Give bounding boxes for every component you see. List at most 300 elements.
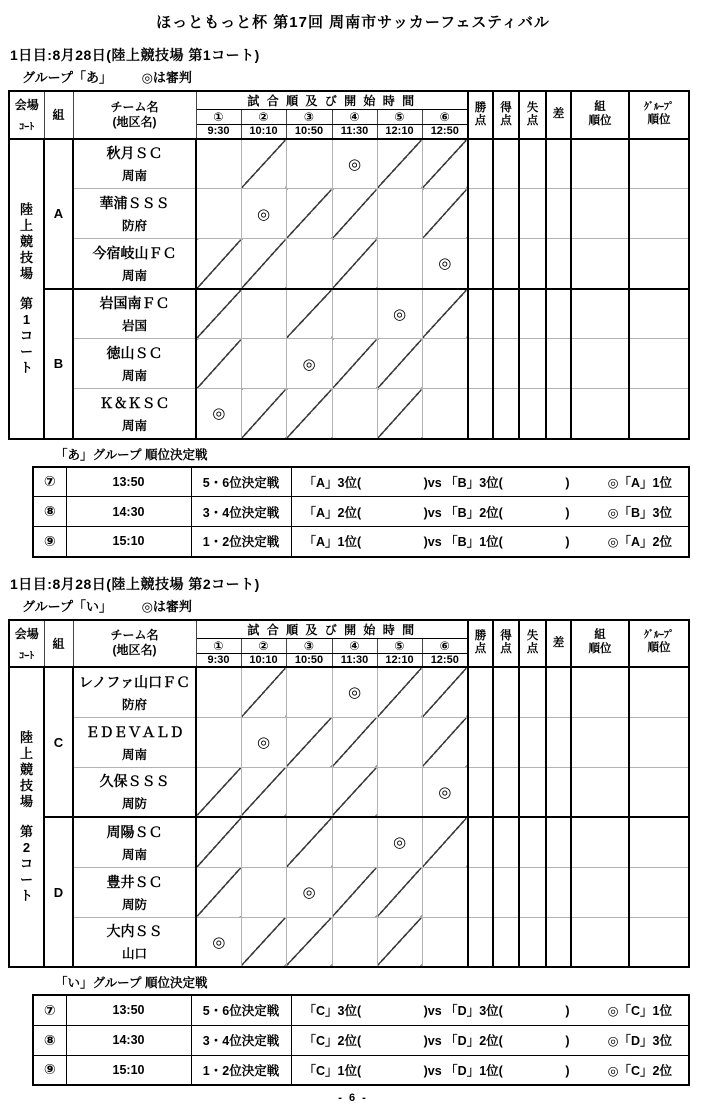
match-cell bbox=[241, 289, 286, 339]
schedule-table-wrap bbox=[8, 90, 698, 440]
stat-cell bbox=[519, 917, 546, 967]
stat-cell bbox=[546, 867, 571, 917]
section-heading: 1日目:8月28日(陸上競技場 第2コート) bbox=[10, 575, 260, 592]
stat-cell bbox=[493, 667, 519, 717]
stat-cell bbox=[519, 139, 546, 189]
match-time-header: 12:50 bbox=[422, 125, 468, 139]
team-cell bbox=[73, 139, 196, 189]
match-cell-referee: ◎ bbox=[196, 389, 241, 439]
match-cell-diagonal bbox=[422, 667, 468, 717]
team-name: 大内ＳＳ bbox=[106, 923, 163, 940]
playoff-referee: ◎「A」1位 bbox=[607, 475, 672, 490]
team-district: 周南 bbox=[121, 847, 147, 862]
stat-cell bbox=[571, 867, 629, 917]
stat-cell bbox=[519, 389, 546, 439]
stat-cell bbox=[468, 867, 493, 917]
match-cell-referee: ◎ bbox=[422, 239, 468, 289]
stat-cell bbox=[493, 239, 519, 289]
playoff-vs-cell bbox=[291, 527, 689, 557]
team-row bbox=[9, 667, 689, 717]
stat-cell bbox=[468, 139, 493, 189]
stat-cell bbox=[468, 189, 493, 239]
stat-cell bbox=[571, 767, 629, 817]
kumi-header: 組 bbox=[44, 91, 73, 139]
stat-cell bbox=[571, 389, 629, 439]
team-name-header bbox=[73, 91, 196, 139]
court-header-label: ｺｰﾄ bbox=[19, 122, 35, 134]
stat-cell bbox=[519, 339, 546, 389]
playoff-row bbox=[33, 995, 689, 1025]
match-cell-diagonal bbox=[377, 867, 422, 917]
team-name: レノファ山口ＦＣ bbox=[78, 673, 191, 690]
match-cell bbox=[377, 717, 422, 767]
venue-vertical-text: 陸 上 競 技 場 第 1 コ ー ト bbox=[19, 201, 33, 375]
match-cell-diagonal bbox=[422, 817, 468, 867]
playoff-matchup: 「A」1位( )vs 「B」1位( ) bbox=[303, 535, 570, 550]
stat-cell bbox=[493, 139, 519, 189]
match-cell-diagonal bbox=[196, 289, 241, 339]
team-row bbox=[9, 139, 689, 189]
match-cell bbox=[377, 239, 422, 289]
team-cell bbox=[73, 767, 196, 817]
match-cell-diagonal bbox=[422, 717, 468, 767]
stat-cell bbox=[519, 717, 546, 767]
playoff-row bbox=[33, 527, 689, 557]
match-cell bbox=[422, 917, 468, 967]
section-heading: 1日目:8月28日(陸上競技場 第1コート) bbox=[10, 47, 260, 63]
match-cell-diagonal bbox=[241, 667, 286, 717]
team-cell bbox=[73, 289, 196, 339]
stat-cell bbox=[571, 667, 629, 717]
venue-court-header bbox=[9, 91, 44, 139]
match-cell-referee: ◎ bbox=[196, 917, 241, 967]
stat-header: 勝 点 bbox=[468, 620, 493, 668]
stat-cell bbox=[629, 667, 689, 717]
match-cell bbox=[422, 867, 468, 917]
stat-cell bbox=[546, 717, 571, 767]
playoff-time: 15:10 bbox=[66, 527, 191, 557]
playoff-vs-cell bbox=[291, 497, 689, 527]
match-number-header: ⑥ bbox=[422, 110, 468, 125]
match-cell-diagonal bbox=[377, 667, 422, 717]
stat-cell bbox=[468, 339, 493, 389]
team-row bbox=[9, 817, 689, 867]
stat-cell bbox=[519, 189, 546, 239]
match-time-header: 12:50 bbox=[422, 653, 468, 667]
match-time-header: 12:10 bbox=[377, 653, 422, 667]
match-cell-diagonal bbox=[286, 389, 332, 439]
playoff-time: 13:50 bbox=[66, 995, 191, 1025]
match-cell bbox=[286, 667, 332, 717]
match-cell-referee: ◎ bbox=[241, 189, 286, 239]
team-district: 周南 bbox=[121, 747, 147, 762]
stat-header: 失 点 bbox=[519, 91, 546, 139]
match-number-header: ⑤ bbox=[377, 638, 422, 653]
match-cell bbox=[422, 389, 468, 439]
group-label: グループ「い」 bbox=[22, 598, 112, 614]
match-cell bbox=[422, 339, 468, 389]
stat-cell bbox=[493, 817, 519, 867]
match-cell bbox=[196, 139, 241, 189]
team-district: 周防 bbox=[121, 797, 147, 812]
match-number-header: ③ bbox=[286, 638, 332, 653]
stat-cell bbox=[629, 389, 689, 439]
team-name: Ｋ＆ＫＳＣ bbox=[99, 394, 170, 411]
match-cell-referee: ◎ bbox=[422, 767, 468, 817]
match-time-header: 10:50 bbox=[286, 653, 332, 667]
stat-cell bbox=[571, 189, 629, 239]
playoff-referee: ◎「D」3位 bbox=[607, 1034, 672, 1048]
match-cell bbox=[196, 189, 241, 239]
stat-cell bbox=[546, 817, 571, 867]
team-district: 山口 bbox=[121, 947, 147, 962]
match-cell-referee: ◎ bbox=[286, 339, 332, 389]
stat-cell bbox=[629, 339, 689, 389]
team-cell bbox=[73, 817, 196, 867]
referee-legend: ◎は審判 bbox=[141, 598, 192, 614]
stat-cell bbox=[629, 139, 689, 189]
playoff-match-number: ⑧ bbox=[33, 1025, 66, 1055]
group-letter-cell: B bbox=[44, 289, 73, 439]
team-row bbox=[9, 767, 689, 817]
stat-header: 得 点 bbox=[493, 620, 519, 668]
team-header-line1: チーム名 bbox=[110, 99, 159, 114]
match-cell bbox=[286, 139, 332, 189]
playoff-referee: ◎「C」1位 bbox=[607, 1004, 672, 1019]
team-district: 周南 bbox=[121, 268, 147, 283]
stat-header: 勝 点 bbox=[468, 91, 493, 139]
match-cell-referee: ◎ bbox=[377, 817, 422, 867]
team-district: 周南 bbox=[121, 369, 147, 383]
match-cell-diagonal bbox=[241, 767, 286, 817]
match-cell bbox=[241, 867, 286, 917]
venue-vertical-text: 陸 上 競 技 場 第 2 コ ー ト bbox=[19, 730, 33, 903]
group-rank-header: ｸﾞﾙｰﾌﾟ 順位 bbox=[629, 91, 689, 139]
playoff-time: 13:50 bbox=[66, 467, 191, 497]
match-cell-referee: ◎ bbox=[241, 717, 286, 767]
match-time-header: 9:30 bbox=[196, 125, 241, 139]
match-cell bbox=[332, 917, 377, 967]
match-number-header: ④ bbox=[332, 638, 377, 653]
playoff-referee: ◎「A」2位 bbox=[607, 535, 672, 550]
match-cell-diagonal bbox=[196, 817, 241, 867]
match-time-header: 10:10 bbox=[241, 653, 286, 667]
match-cell-diagonal bbox=[196, 239, 241, 289]
stat-cell bbox=[519, 239, 546, 289]
stat-cell bbox=[571, 339, 629, 389]
team-row bbox=[9, 339, 689, 389]
match-number-header: ① bbox=[196, 110, 241, 125]
playoff-round: 3・4位決定戦 bbox=[191, 1025, 291, 1055]
playoff-vs-cell bbox=[291, 467, 689, 497]
group-label: グループ「あ」 bbox=[22, 70, 112, 85]
match-time-header: 11:30 bbox=[332, 125, 377, 139]
match-cell-diagonal bbox=[241, 139, 286, 189]
team-header-line2: (地区名) bbox=[112, 114, 157, 129]
team-cell bbox=[73, 339, 196, 389]
team-cell bbox=[73, 189, 196, 239]
match-number-header: ⑤ bbox=[377, 110, 422, 125]
team-cell bbox=[73, 917, 196, 967]
match-cell-diagonal bbox=[286, 817, 332, 867]
stat-cell bbox=[546, 289, 571, 339]
match-cell-diagonal bbox=[286, 189, 332, 239]
stat-cell bbox=[571, 717, 629, 767]
stat-cell bbox=[546, 189, 571, 239]
playoff-title: 「あ」グループ 順位決定戦 bbox=[55, 447, 208, 462]
team-name: ＥＤＥＶＡＬＤ bbox=[85, 723, 184, 740]
group-subheading bbox=[22, 67, 698, 86]
match-cell-diagonal bbox=[332, 239, 377, 289]
stat-cell bbox=[493, 389, 519, 439]
match-cell-referee: ◎ bbox=[332, 667, 377, 717]
playoff-matchup: 「C」2位( )vs 「D」2位( ) bbox=[303, 1034, 570, 1048]
match-cell bbox=[196, 667, 241, 717]
team-row bbox=[9, 239, 689, 289]
group-rank-header: ｸﾞﾙｰﾌﾟ 順位 bbox=[629, 620, 689, 668]
stat-cell bbox=[546, 667, 571, 717]
stat-cell bbox=[546, 239, 571, 289]
playoff-referee: ◎「C」2位 bbox=[607, 1063, 672, 1078]
stat-cell bbox=[571, 239, 629, 289]
team-cell bbox=[73, 239, 196, 289]
stat-cell bbox=[468, 389, 493, 439]
stat-cell bbox=[629, 239, 689, 289]
match-number-header: ② bbox=[241, 110, 286, 125]
stat-cell bbox=[468, 767, 493, 817]
playoff-round: 5・6位決定戦 bbox=[191, 467, 291, 497]
stat-cell bbox=[519, 767, 546, 817]
match-cell-diagonal bbox=[377, 139, 422, 189]
schedule-header: 試 合 順 及 び 開 始 時 間 bbox=[196, 91, 468, 110]
team-district: 周南 bbox=[121, 418, 147, 433]
stat-cell bbox=[546, 139, 571, 189]
match-cell-diagonal bbox=[422, 289, 468, 339]
stat-cell bbox=[519, 667, 546, 717]
match-cell-diagonal bbox=[286, 289, 332, 339]
stat-cell bbox=[468, 239, 493, 289]
stat-cell bbox=[629, 817, 689, 867]
stat-cell bbox=[468, 917, 493, 967]
playoff-table-wrap bbox=[8, 994, 698, 1086]
stat-cell bbox=[629, 289, 689, 339]
stat-cell bbox=[493, 189, 519, 239]
match-cell-diagonal bbox=[332, 767, 377, 817]
match-cell-diagonal bbox=[196, 767, 241, 817]
stat-header: 差 bbox=[546, 620, 571, 668]
match-cell-referee: ◎ bbox=[286, 867, 332, 917]
match-cell-diagonal bbox=[286, 917, 332, 967]
stat-cell bbox=[546, 339, 571, 389]
stat-cell bbox=[629, 867, 689, 917]
page-title: ほっともっと杯 第17回 周南市サッカーフェスティバル bbox=[156, 14, 550, 31]
playoff-match-number: ⑦ bbox=[33, 995, 66, 1025]
stat-cell bbox=[493, 717, 519, 767]
match-cell-referee: ◎ bbox=[332, 139, 377, 189]
playoff-vs-cell bbox=[291, 1055, 689, 1085]
playoff-match-number: ⑧ bbox=[33, 497, 66, 527]
group-letter-cell: A bbox=[44, 139, 73, 289]
team-row bbox=[9, 389, 689, 439]
stat-header: 得 点 bbox=[493, 91, 519, 139]
match-time-header: 12:10 bbox=[377, 125, 422, 139]
stat-cell bbox=[571, 817, 629, 867]
team-district: 岩国 bbox=[121, 319, 147, 334]
playoff-round: 1・2位決定戦 bbox=[191, 527, 291, 557]
team-name: 今宿岐山ＦＣ bbox=[92, 244, 177, 261]
team-district: 防府 bbox=[121, 219, 147, 233]
venue-cell bbox=[9, 139, 44, 439]
team-cell bbox=[73, 667, 196, 717]
playoff-matchup: 「A」2位( )vs 「B」2位( ) bbox=[303, 505, 570, 520]
match-cell bbox=[286, 767, 332, 817]
match-cell bbox=[332, 817, 377, 867]
stat-cell bbox=[493, 917, 519, 967]
stat-cell bbox=[571, 917, 629, 967]
match-cell-diagonal bbox=[332, 717, 377, 767]
match-cell-diagonal bbox=[422, 139, 468, 189]
playoff-row bbox=[33, 1055, 689, 1085]
match-cell bbox=[377, 767, 422, 817]
stat-cell bbox=[468, 667, 493, 717]
section-court-1 bbox=[8, 45, 698, 558]
kumi-rank-header: 組 順位 bbox=[571, 620, 629, 668]
stat-cell bbox=[468, 717, 493, 767]
stat-cell bbox=[546, 917, 571, 967]
team-row bbox=[9, 717, 689, 767]
team-header-line2: (地区名) bbox=[112, 643, 157, 658]
stat-header: 差 bbox=[546, 91, 571, 139]
venue-cell bbox=[9, 667, 44, 967]
match-number-header: ③ bbox=[286, 110, 332, 125]
match-cell-diagonal bbox=[332, 867, 377, 917]
playoff-time: 14:30 bbox=[66, 1025, 191, 1055]
playoff-match-number: ⑨ bbox=[33, 527, 66, 557]
team-district: 周防 bbox=[121, 897, 147, 912]
match-cell bbox=[241, 339, 286, 389]
match-time-header: 10:50 bbox=[286, 125, 332, 139]
match-number-header: ① bbox=[196, 638, 241, 653]
playoff-matchup: 「C」1位( )vs 「D」1位( ) bbox=[303, 1063, 570, 1078]
playoff-table bbox=[32, 466, 690, 558]
playoff-vs-cell bbox=[291, 995, 689, 1025]
match-time-header: 9:30 bbox=[196, 653, 241, 667]
venue-header-label: 会場 bbox=[14, 98, 39, 113]
playoff-matchup: 「C」3位( )vs 「D」3位( ) bbox=[303, 1004, 570, 1019]
playoff-round: 1・2位決定戦 bbox=[191, 1055, 291, 1085]
stat-cell bbox=[468, 289, 493, 339]
match-cell-diagonal bbox=[241, 917, 286, 967]
team-name-header bbox=[73, 620, 196, 668]
team-row bbox=[9, 867, 689, 917]
stat-cell bbox=[629, 189, 689, 239]
match-cell-diagonal bbox=[286, 717, 332, 767]
stat-cell bbox=[519, 289, 546, 339]
match-time-header: 11:30 bbox=[332, 653, 377, 667]
schedule-header: 試 合 順 及 び 開 始 時 間 bbox=[196, 620, 468, 639]
court-header-label: ｺｰﾄ bbox=[19, 650, 35, 662]
match-cell bbox=[196, 717, 241, 767]
playoff-round: 3・4位決定戦 bbox=[191, 497, 291, 527]
stat-cell bbox=[571, 289, 629, 339]
stat-cell bbox=[468, 817, 493, 867]
team-row bbox=[9, 189, 689, 239]
stat-cell bbox=[493, 339, 519, 389]
stat-cell bbox=[493, 867, 519, 917]
team-name: 豊井ＳＣ bbox=[106, 873, 163, 890]
team-cell bbox=[73, 867, 196, 917]
match-cell-diagonal bbox=[377, 389, 422, 439]
referee-legend: ◎は審判 bbox=[141, 70, 192, 85]
stat-cell bbox=[493, 289, 519, 339]
playoff-time: 15:10 bbox=[66, 1055, 191, 1085]
playoff-title: 「い」グループ 順位決定戦 bbox=[55, 976, 208, 990]
match-cell-diagonal bbox=[196, 339, 241, 389]
team-row bbox=[9, 917, 689, 967]
match-time-header: 10:10 bbox=[241, 125, 286, 139]
kumi-rank-header: 組 順位 bbox=[571, 91, 629, 139]
playoff-row bbox=[33, 1025, 689, 1055]
playoff-round: 5・6位決定戦 bbox=[191, 995, 291, 1025]
match-number-header: ⑥ bbox=[422, 638, 468, 653]
team-name: 華浦ＳＳＳ bbox=[99, 195, 170, 211]
match-cell-diagonal bbox=[377, 339, 422, 389]
playoff-table-wrap bbox=[8, 466, 698, 558]
match-cell-diagonal bbox=[332, 339, 377, 389]
team-row bbox=[9, 289, 689, 339]
match-cell-diagonal bbox=[196, 867, 241, 917]
team-name: 岩国南ＦＣ bbox=[99, 295, 170, 312]
section-court-2 bbox=[8, 574, 698, 1087]
stat-cell bbox=[546, 389, 571, 439]
match-cell-diagonal bbox=[422, 189, 468, 239]
match-cell bbox=[241, 817, 286, 867]
match-cell-diagonal bbox=[332, 189, 377, 239]
match-cell bbox=[286, 239, 332, 289]
stat-cell bbox=[493, 767, 519, 817]
group-letter-cell: D bbox=[44, 817, 73, 967]
stat-cell bbox=[629, 767, 689, 817]
playoff-match-number: ⑦ bbox=[33, 467, 66, 497]
match-cell bbox=[332, 389, 377, 439]
schedule-table bbox=[8, 90, 690, 440]
playoff-time: 14:30 bbox=[66, 497, 191, 527]
playoff-referee: ◎「B」3位 bbox=[607, 505, 672, 520]
group-subheading bbox=[22, 596, 698, 615]
kumi-header: 組 bbox=[44, 620, 73, 668]
stat-cell bbox=[519, 867, 546, 917]
venue-header-label: 会場 bbox=[14, 626, 39, 641]
group-letter-cell: C bbox=[44, 667, 73, 817]
stat-cell bbox=[629, 917, 689, 967]
match-number-header: ② bbox=[241, 638, 286, 653]
team-name: 徳山ＳＣ bbox=[106, 345, 163, 361]
playoff-row bbox=[33, 467, 689, 497]
stat-cell bbox=[571, 139, 629, 189]
schedule-table-wrap bbox=[8, 619, 698, 969]
team-cell bbox=[73, 389, 196, 439]
team-name: 周陽ＳＣ bbox=[106, 823, 163, 840]
team-district: 防府 bbox=[121, 697, 147, 712]
match-cell bbox=[377, 189, 422, 239]
page-footer: - 6 - bbox=[338, 1092, 368, 1104]
match-cell bbox=[332, 289, 377, 339]
stat-cell bbox=[519, 817, 546, 867]
match-cell-diagonal bbox=[377, 917, 422, 967]
match-cell-diagonal bbox=[241, 389, 286, 439]
playoff-vs-cell bbox=[291, 1025, 689, 1055]
stat-header: 失 点 bbox=[519, 620, 546, 668]
